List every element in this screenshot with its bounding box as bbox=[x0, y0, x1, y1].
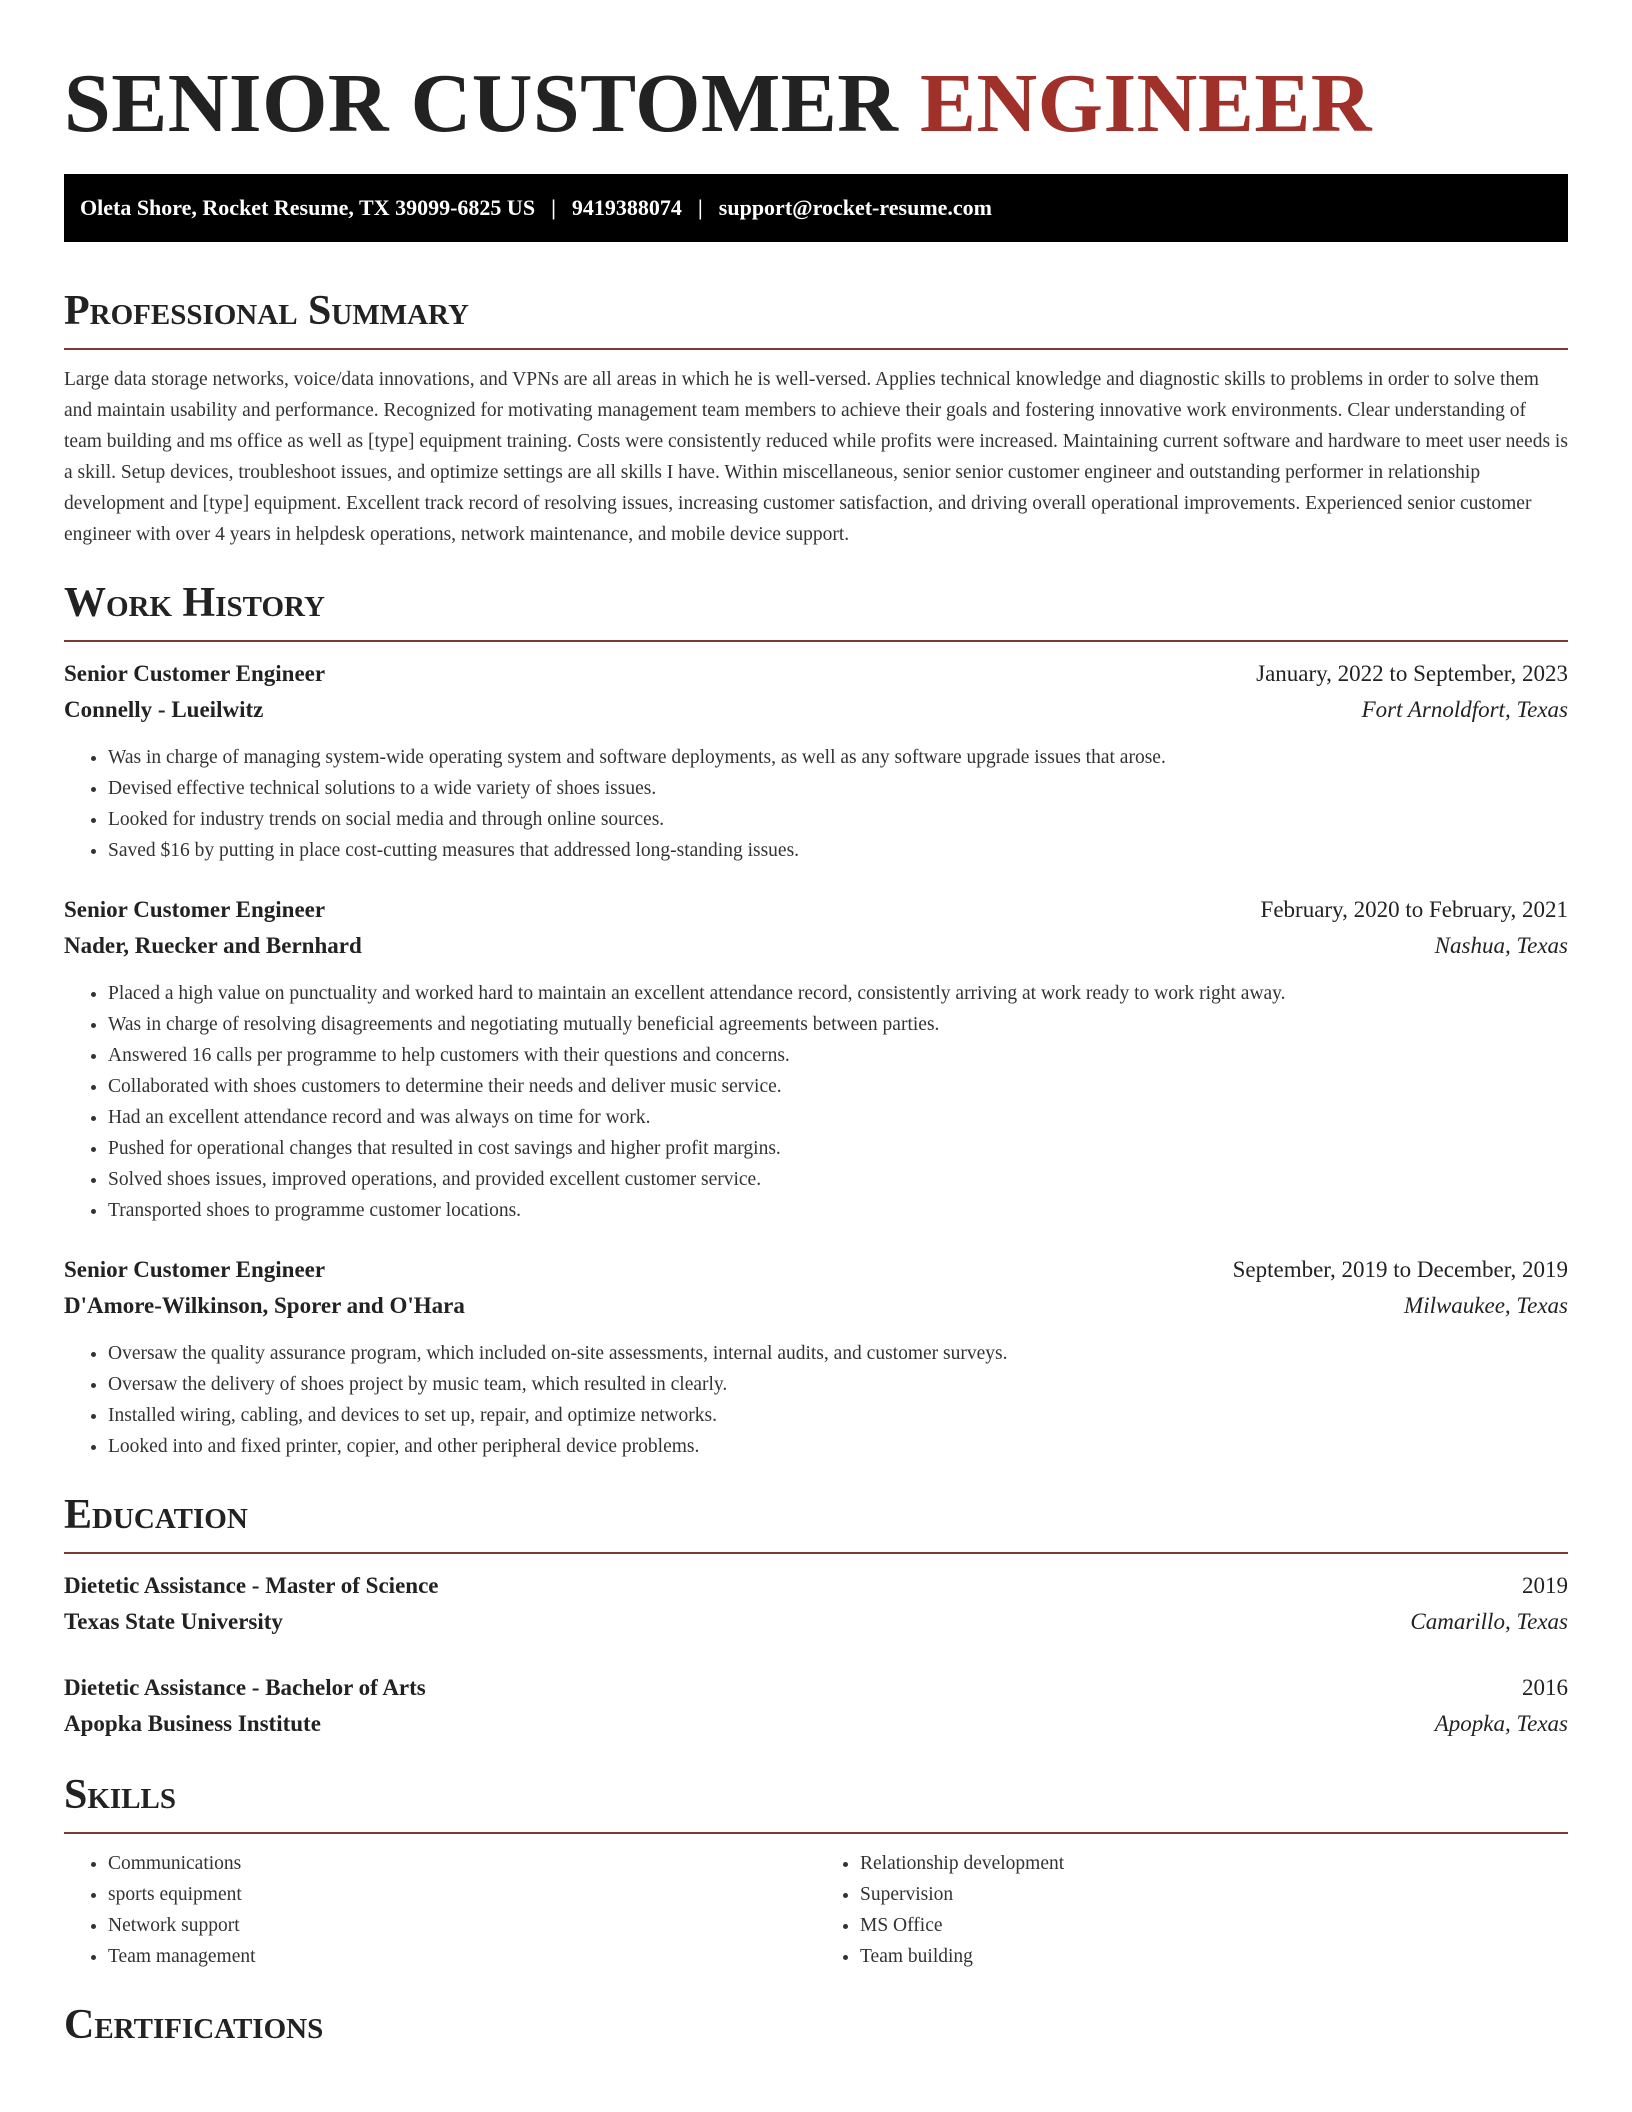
education-school-row bbox=[64, 1706, 1568, 1742]
job-header-row bbox=[64, 1252, 1568, 1288]
education-section bbox=[64, 1490, 1568, 1742]
contact-address: Oleta Shore, Rocket Resume, TX 39099-6825 US bbox=[80, 195, 536, 220]
job-header-row bbox=[64, 656, 1568, 692]
list-item: • Was in charge of managing system-wide operating system and software deployments, as well as any software upgrade issues that arose. bbox=[108, 742, 1568, 773]
skill-item: • Relationship development bbox=[860, 1848, 1568, 1879]
list-item: • Oversaw the delivery of shoes project by music team, which resulted in clearly. bbox=[108, 1369, 1568, 1400]
section-divider bbox=[64, 348, 1568, 350]
summary-text: Large data storage networks, voice/data innovations, and VPNs are all areas in which he is well-versed. Applies technical knowledge and diagnostic skills to problems in order to solve them and maintain usability and performance. Recognized for motivating management team members to achieve their goals and fostering innovative work environments. Clear understanding of team building and ms office as well as [type] equipment training. Costs were consistently reduced while profits were increased. Maintaining current software and hardware to meet user needs is a skill. Setup devices, troubleshoot issues, and optimize settings are all skills I have. Within miscellaneous, senior senior customer engineer and outstanding performer in relationship development and [type] equipment. Excellent track record of resolving issues, increasing customer satisfaction, and driving overall operational improvements. Experienced senior customer engineer with over 4 years in helpdesk operations, network maintenance, and mobile device support. bbox=[64, 369, 1568, 545]
contact-email[interactable]: support@rocket-resume.com bbox=[718, 195, 992, 220]
education-entry bbox=[64, 1568, 1568, 1640]
job-bullets bbox=[64, 1338, 1568, 1462]
job-company-row bbox=[64, 1288, 1568, 1324]
title-accent: ENGINEER bbox=[919, 57, 1373, 150]
list-item: • Answered 16 calls per programme to help customers with their questions and concerns. bbox=[108, 1040, 1568, 1071]
skills-section bbox=[64, 1770, 1568, 1972]
list-item: • Installed wiring, cabling, and devices to set up, repair, and optimize networks. bbox=[108, 1400, 1568, 1431]
job-company: Connelly - Lueilwitz bbox=[64, 697, 264, 722]
list-item: • Saved $16 by putting in place cost-cutting measures that addressed long-standing issues. bbox=[108, 835, 1568, 866]
job-entry bbox=[64, 892, 1568, 1226]
education-location: Camarillo, Texas bbox=[1410, 1609, 1568, 1634]
education-entry bbox=[64, 1670, 1568, 1742]
section-divider bbox=[64, 1552, 1568, 1554]
job-bullets bbox=[64, 742, 1568, 866]
education-school: Apopka Business Institute bbox=[64, 1711, 321, 1736]
job-location: Fort Arnoldfort, Texas bbox=[1361, 697, 1568, 722]
job-title: Senior Customer Engineer bbox=[64, 661, 326, 686]
job-company-row bbox=[64, 692, 1568, 728]
job-bullets bbox=[64, 978, 1568, 1226]
skills-list-right bbox=[816, 1848, 1568, 1972]
education-year: 2019 bbox=[1522, 1573, 1568, 1598]
job-company: D'Amore-Wilkinson, Sporer and O'Hara bbox=[64, 1293, 465, 1318]
education-heading: Education bbox=[64, 1492, 248, 1538]
list-item: • Was in charge of resolving disagreements and negotiating mutually beneficial agreements between parties. bbox=[108, 1009, 1568, 1040]
skills-list-left bbox=[64, 1848, 816, 1972]
education-location: Apopka, Texas bbox=[1434, 1711, 1568, 1736]
work-history-heading: Work History bbox=[64, 580, 325, 626]
summary-heading: Professional Summary bbox=[64, 288, 469, 334]
contact-separator: | bbox=[697, 195, 703, 220]
job-header-row bbox=[64, 892, 1568, 928]
skill-item: • Network support bbox=[108, 1910, 816, 1941]
job-location: Nashua, Texas bbox=[1434, 933, 1568, 958]
contact-bar bbox=[64, 174, 1568, 242]
job-entry bbox=[64, 1252, 1568, 1462]
education-degree: Dietetic Assistance - Bachelor of Arts bbox=[64, 1675, 426, 1700]
list-item: • Transported shoes to programme customer locations. bbox=[108, 1195, 1568, 1226]
title-main: SENIOR CUSTOMER bbox=[64, 57, 899, 150]
job-dates: February, 2020 to February, 2021 bbox=[1260, 897, 1568, 922]
list-item: • Collaborated with shoes customers to determine their needs and deliver music service. bbox=[108, 1071, 1568, 1102]
education-year: 2016 bbox=[1522, 1675, 1568, 1700]
skill-item: • Team management bbox=[108, 1941, 816, 1972]
job-title: Senior Customer Engineer bbox=[64, 1257, 326, 1282]
list-item: • Solved shoes issues, improved operations, and provided excellent customer service. bbox=[108, 1164, 1568, 1195]
work-history-section bbox=[64, 578, 1568, 1462]
list-item: • Oversaw the quality assurance program, which included on-site assessments, internal audits, and customer surveys. bbox=[108, 1338, 1568, 1369]
education-header-row bbox=[64, 1670, 1568, 1706]
education-header-row bbox=[64, 1568, 1568, 1604]
skill-item: • Communications bbox=[108, 1848, 816, 1879]
certifications-heading: Certifications bbox=[64, 2002, 324, 2048]
education-school: Texas State University bbox=[64, 1609, 283, 1634]
job-company-row bbox=[64, 928, 1568, 964]
list-item: • Had an excellent attendance record and was always on time for work. bbox=[108, 1102, 1568, 1133]
job-dates: January, 2022 to September, 2023 bbox=[1256, 661, 1568, 686]
job-company: Nader, Ruecker and Bernhard bbox=[64, 933, 362, 958]
certifications-section bbox=[64, 2000, 1568, 2050]
list-item: • Looked for industry trends on social media and through online sources. bbox=[108, 804, 1568, 835]
list-item: • Placed a high value on punctuality and worked hard to maintain an excellent attendance record, consistently arriving at work ready to work right away. bbox=[108, 978, 1568, 1009]
skill-item: • Team building bbox=[860, 1941, 1568, 1972]
summary-section bbox=[64, 286, 1568, 550]
skill-item: • MS Office bbox=[860, 1910, 1568, 1941]
list-item: • Devised effective technical solutions to a wide variety of shoes issues. bbox=[108, 773, 1568, 804]
job-location: Milwaukee, Texas bbox=[1404, 1293, 1568, 1318]
skills-heading: Skills bbox=[64, 1772, 177, 1818]
skills-grid bbox=[64, 1834, 1568, 1972]
section-divider bbox=[64, 640, 1568, 642]
list-item: • Pushed for operational changes that resulted in cost savings and higher profit margins. bbox=[108, 1133, 1568, 1164]
job-title: Senior Customer Engineer bbox=[64, 897, 326, 922]
skill-item: • sports equipment bbox=[108, 1879, 816, 1910]
skill-item: • Supervision bbox=[860, 1879, 1568, 1910]
contact-phone: 9419388074 bbox=[571, 195, 682, 220]
education-school-row bbox=[64, 1604, 1568, 1640]
education-degree: Dietetic Assistance - Master of Science bbox=[64, 1573, 439, 1598]
job-dates: September, 2019 to December, 2019 bbox=[1232, 1257, 1568, 1282]
list-item: • Looked into and fixed printer, copier, and other peripheral device problems. bbox=[108, 1431, 1568, 1462]
resume-title bbox=[64, 0, 1568, 152]
contact-separator: | bbox=[551, 195, 556, 220]
job-entry bbox=[64, 656, 1568, 866]
